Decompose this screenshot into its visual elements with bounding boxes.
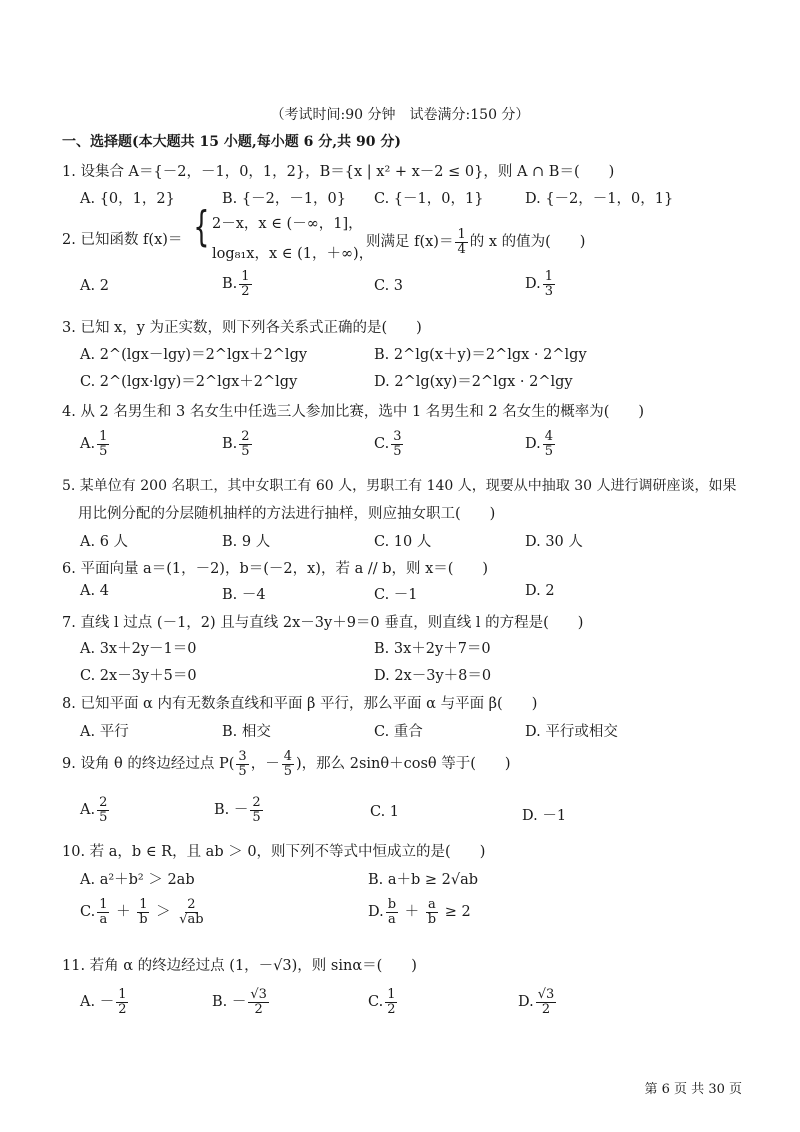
q10-option-a: A. a²＋b² ＞ 2ab <box>80 872 195 888</box>
q9-option-a: A. $\frac{2}{5}$ <box>80 795 108 825</box>
q8-option-c: C. 重合 <box>374 724 423 740</box>
q8-option-a: A. 平行 <box>80 724 129 740</box>
q6-option-b: B. －4 <box>222 587 266 603</box>
q7-option-a: A. 3x＋2y－1＝0 <box>80 641 197 657</box>
q7-option-b: B. 3x＋2y＋7＝0 <box>374 641 491 657</box>
q5-option-c: C. 10 人 <box>374 534 432 550</box>
q3-option-d: D. 2^lg(xy)＝2^lgx · 2^lgy <box>374 374 573 390</box>
q8-option-d: D. 平行或相交 <box>525 724 618 740</box>
q7-option-d: D. 2x－3y＋8＝0 <box>374 668 492 684</box>
q1-option-a: A. {0，1，2} <box>80 191 175 207</box>
q11-option-a: A. － $\frac{1}{2}$ <box>80 987 127 1017</box>
q3-option-a: A. 2^(lgx－lgy)＝2^lgx＋2^lgy <box>80 347 308 363</box>
q2-option-b: B. $\frac{1}{2}$ <box>222 269 250 299</box>
q3-option-c: C. 2^(lgx·lgy)＝2^lgx＋2^lgy <box>80 374 298 390</box>
section-title: 一、选择题(本大题共 15 小题,每小题 6 分,共 90 分) <box>62 134 401 150</box>
q4-option-d: D. $\frac{4}{5}$ <box>525 429 553 459</box>
question-6: 6. 平面向量 a＝(1，－2)，b＝(－2，x)，若 a // b，则 x＝( ) <box>62 561 489 577</box>
q2-option-c: C. 3 <box>374 278 404 294</box>
q2-fraction: $\frac{1}{4}$ <box>457 227 466 257</box>
question-10: 10. 若 a，b ∈ R，且 ab ＞ 0，则下列不等式中恒成立的是( ) <box>62 844 486 860</box>
q2-stem-suffix: 则满足 f(x)＝ $\frac{1}{4}$ 的 x 的值为( ) <box>366 227 586 257</box>
q11-option-b: B. － $\frac{√3}{2}$ <box>212 987 267 1017</box>
question-7: 7. 直线 l 过点 (－1，2) 且与直线 2x－3y＋9＝0 垂直，则直线 l 的方程是( ) <box>62 615 584 631</box>
question-3: 3. 已知 x，y 为正实数，则下列各关系式正确的是( ) <box>62 320 422 336</box>
q4-option-a: A. $\frac{1}{5}$ <box>80 429 108 459</box>
q5-option-a: A. 6 人 <box>80 534 129 550</box>
q2-option-a: A. 2 <box>80 278 109 294</box>
q5-option-b: B. 9 人 <box>222 534 271 550</box>
question-1: 1. 设集合 A＝{－2，－1，0，1，2}，B＝{x | x² + x－2 ≤ 0}，则 A ∩ B＝( ) <box>62 164 615 180</box>
exam-header: （考试时间:90 分钟 试卷满分:150 分） <box>270 107 530 123</box>
q9-option-b: B. － $\frac{2}{5}$ <box>214 795 261 825</box>
question-5-line-2: 用比例分配的分层随机抽样的方法进行抽样，则应抽女职工( ) <box>78 506 496 522</box>
q10-option-b: B. a＋b ≥ 2√ab <box>368 872 479 888</box>
q7-option-c: C. 2x－3y＋5＝0 <box>80 668 197 684</box>
question-5-line-1: 5. 某单位有 200 名职工，其中女职工有 60 人，男职工有 140 人，现要从中抽取 30 人进行调研座谈，如果 <box>62 478 737 494</box>
piecewise-brace: { <box>193 202 210 251</box>
q1-option-d: D. {－2，－1，0，1} <box>525 191 674 207</box>
q2-case-2: log₈₁x，x ∈ (1，＋∞)， <box>212 246 374 262</box>
question-2-prefix: 2. 已知函数 f(x)＝ <box>62 232 183 248</box>
q1-option-b: B. {－2，－1，0} <box>222 191 347 207</box>
q2-option-d: D. $\frac{1}{3}$ <box>525 269 553 299</box>
q9-option-c: C. 1 <box>370 804 400 820</box>
q6-option-c: C. －1 <box>374 587 418 603</box>
q6-option-d: D. 2 <box>525 583 555 599</box>
q8-option-b: B. 相交 <box>222 724 271 740</box>
question-4: 4. 从 2 名男生和 3 名女生中任选三人参加比赛，选中 1 名男生和 2 名女生的概率为( ) <box>62 404 645 420</box>
q3-option-b: B. 2^lg(x＋y)＝2^lgx · 2^lgy <box>374 347 587 363</box>
q10-option-d: D. $\frac{b}{a}$ ＋ $\frac{a}{b}$ ≥ 2 <box>368 897 471 927</box>
q4-option-b: B. $\frac{2}{5}$ <box>222 429 250 459</box>
q5-option-d: D. 30 人 <box>525 534 583 550</box>
q4-option-c: C. $\frac{3}{5}$ <box>374 429 402 459</box>
q10-option-c: C. $\frac{1}{a}$ ＋ $\frac{1}{b}$ ＞ $\frac{2}{√ab}$ <box>80 897 204 927</box>
q1-option-c: C. {－1，0，1} <box>374 191 484 207</box>
question-9: 9. 设角 θ 的终边经过点 P( $\frac{3}{5}$ ，－ $\frac{4}{5}$ )，那么 2sinθ＋cosθ 等于( ) <box>62 749 511 779</box>
q2-case-1: 2－x，x ∈ (－∞，1]， <box>212 216 363 232</box>
q6-option-a: A. 4 <box>80 583 109 599</box>
q9-option-d: D. －1 <box>522 808 567 824</box>
question-8: 8. 已知平面 α 内有无数条直线和平面 β 平行，那么平面 α 与平面 β( ) <box>62 696 538 712</box>
q11-option-c: C. $\frac{1}{2}$ <box>368 987 396 1017</box>
page-footer: 第 6 页 共 30 页 <box>644 1082 742 1097</box>
q11-option-d: D. $\frac{√3}{2}$ <box>518 987 555 1017</box>
question-11: 11. 若角 α 的终边经过点 (1，－√3)，则 sinα＝( ) <box>62 958 417 974</box>
